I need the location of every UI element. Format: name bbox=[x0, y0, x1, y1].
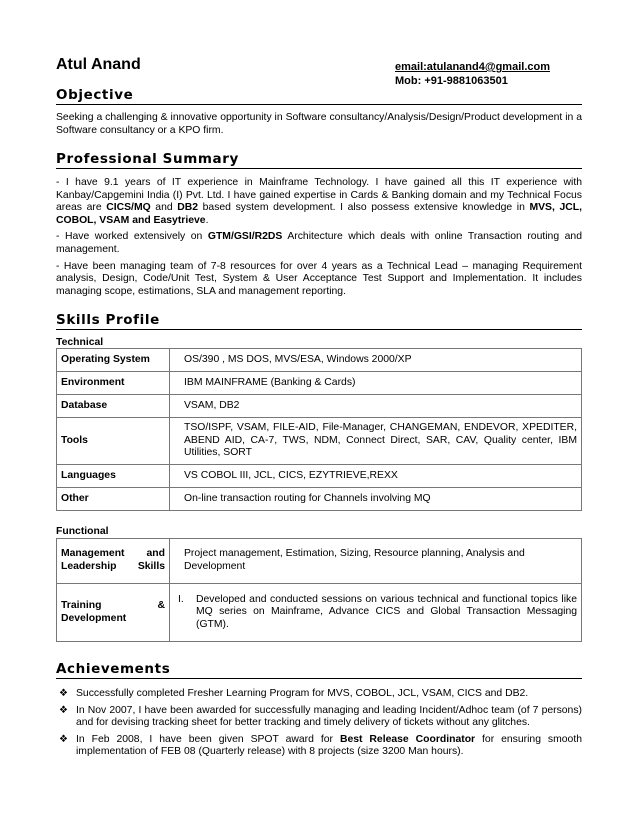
skill-value bbox=[170, 584, 582, 642]
summary-paragraph: - Have worked extensively on GTM/GSI/R2DS Architecture which deals with online Transaction routing and management. bbox=[56, 231, 582, 255]
summary-paragraph: - I have 9.1 years of IT experience in Mainframe Technology. I have gained all this IT experience with Kanbay/Capgemini India (I) Pvt. Ltd. I have gained expertise in Cards & Banking domain and my Technical Focus areas are CICS/MQ and DB2 based system development. I also possess extensive knowledge in MVS, JCL, COBOL, VSAM and Easytrieve. bbox=[56, 177, 582, 226]
functional-skills-table bbox=[56, 538, 582, 642]
email-link[interactable]: email:atulanand4@gmail.com bbox=[395, 61, 550, 73]
list-item: ❖ In Feb 2008, I have been given SPOT award for Best Release Coordinator for ensuring smooth implementation of FEB 08 (Quarterly release) with 8 projects (size 3200 Man hours). bbox=[59, 733, 582, 758]
skill-key: Other bbox=[57, 488, 170, 511]
skill-key: Environment bbox=[57, 372, 170, 395]
summary-text bbox=[56, 177, 582, 302]
achievements-list bbox=[56, 688, 582, 763]
functional-label: Functional bbox=[56, 526, 109, 537]
skill-value: IBM MAINFRAME (Banking & Cards) bbox=[170, 372, 582, 395]
table-row bbox=[57, 465, 582, 488]
table-row bbox=[57, 584, 582, 642]
skill-key: Database bbox=[57, 395, 170, 418]
table-row bbox=[57, 488, 582, 511]
skills-heading: Skills Profile bbox=[56, 312, 582, 330]
skill-key: Operating System bbox=[57, 349, 170, 372]
candidate-name: Atul Anand bbox=[56, 56, 141, 73]
technical-label: Technical bbox=[56, 337, 104, 348]
objective-text: Seeking a challenging & innovative opportunity in Software consultancy/Analysis/Design/Product development in a Software consultancy or a KPO firm. bbox=[56, 112, 582, 136]
contact-info bbox=[395, 60, 550, 88]
table-row bbox=[57, 349, 582, 372]
list-item: ❖ In Nov 2007, I have been awarded for successfully managing and leading Incident/Adhoc team (of 7 persons) and for devising tracking sheet for better tracking and timely delivery of tickets without any glitches. bbox=[59, 704, 582, 729]
diamond-bullet-icon: ❖ bbox=[59, 688, 68, 699]
skill-value-text: Developed and conducted sessions on various technical and functional topics like MQ series on Mainframe, Advance CICS and Global Transaction Messaging (GTM). bbox=[196, 593, 577, 630]
table-row bbox=[57, 418, 582, 465]
technical-skills-table bbox=[56, 348, 582, 511]
skill-key: Tools bbox=[57, 418, 170, 465]
skill-value: OS/390 , MS DOS, MVS/ESA, Windows 2000/XP bbox=[170, 349, 582, 372]
summary-heading: Professional Summary bbox=[56, 151, 582, 169]
skill-value: TSO/ISPF, VSAM, FILE-AID, File-Manager, CHANGEMAN, ENDEVOR, XPEDITER, ABEND AID, CA-7, TWS, NDM, Connect Direct, SAR, CAV, Quality center, IBM Utilities, SORT bbox=[170, 418, 582, 465]
skill-value: VSAM, DB2 bbox=[170, 395, 582, 418]
diamond-bullet-icon: ❖ bbox=[59, 704, 68, 716]
summary-paragraph: - Have been managing team of 7-8 resources for over 4 years as a Technical Lead – managing Requirement analysis, Design, Code/Unit Test, System & User Acceptance Test Support and Implementation. It includes managing scope, estimations, SLA and management reporting. bbox=[56, 260, 582, 297]
skill-value: VS COBOL III, JCL, CICS, EZYTRIEVE,REXX bbox=[170, 465, 582, 488]
table-row bbox=[57, 539, 582, 584]
diamond-bullet-icon: ❖ bbox=[59, 733, 68, 745]
objective-heading: Objective bbox=[56, 87, 582, 105]
achievements-heading: Achievements bbox=[56, 661, 582, 679]
skill-key: Training & Development bbox=[57, 584, 170, 642]
skill-key: Management and Leadership Skills bbox=[57, 539, 170, 584]
mobile-number: Mob: +91-9881063501 bbox=[395, 75, 508, 87]
list-item: ❖ Successfully completed Fresher Learning Program for MVS, COBOL, JCL, VSAM, CICS and DB2. bbox=[59, 688, 529, 699]
skill-value: Project management, Estimation, Sizing, Resource planning, Analysis and Development bbox=[170, 539, 582, 584]
table-row bbox=[57, 372, 582, 395]
skill-value: On-line transaction routing for Channels involving MQ bbox=[170, 488, 582, 511]
skill-key: Languages bbox=[57, 465, 170, 488]
table-row bbox=[57, 395, 582, 418]
list-marker: I. bbox=[178, 593, 184, 605]
